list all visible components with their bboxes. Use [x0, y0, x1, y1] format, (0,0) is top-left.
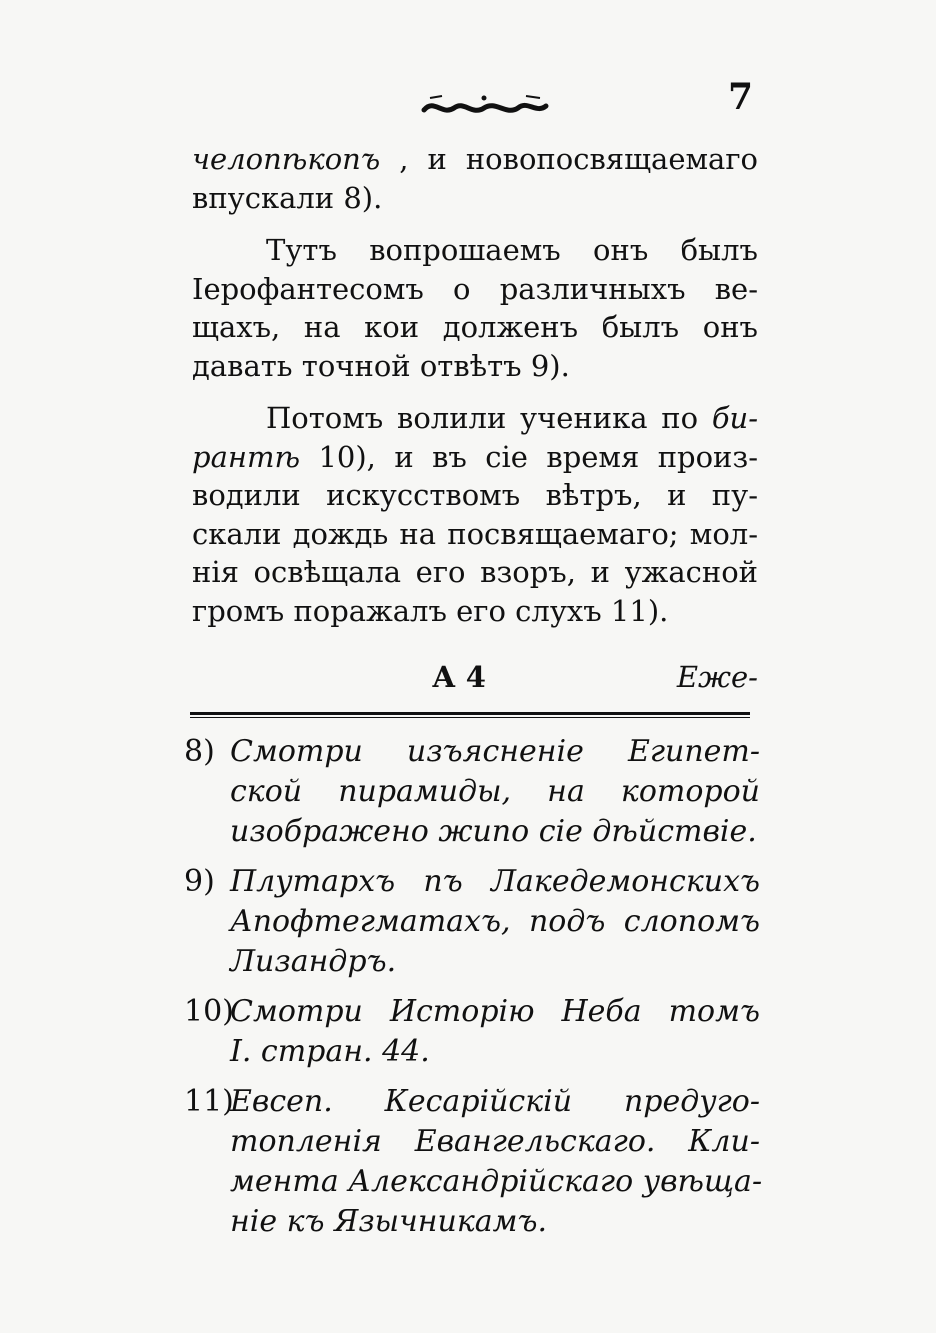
footnotes — [184, 732, 763, 1252]
footnote — [184, 1082, 763, 1242]
footnote-line: ніе къ Язычникамъ. — [230, 1204, 548, 1239]
text-line: челопѣкопъ , и новопосвящаемаго — [192, 142, 758, 176]
text-line: Іерофантесомъ о различныхъ ве- — [192, 271, 758, 306]
footnote-line: Лизандръ. — [230, 944, 397, 979]
text-line: впускали 8). — [192, 180, 383, 215]
footnote-line: Евсеп. Кесарійскій предуго- — [230, 1084, 760, 1119]
footnote-number: 10) — [184, 994, 234, 1029]
text-line: громъ поражалъ его слухъ 11). — [192, 593, 669, 628]
text-line: водили искусствомъ вѣтръ, и пу- — [192, 478, 758, 512]
footnote-rule-thin — [190, 717, 750, 718]
paragraph — [192, 399, 758, 630]
footnote — [184, 992, 760, 1072]
footnote-line: Смотри изъясненіе Египет- — [230, 734, 760, 769]
footnote-line: ской пирамиды, на которой — [230, 774, 760, 809]
text-line: рантѣ 10), и въ сіе время произ- — [192, 439, 758, 474]
text-line: скали дождь на посвящаемаго; мол- — [192, 516, 758, 551]
catchword: Еже- — [676, 660, 758, 694]
footnote-line: мента Александрійскаго увѣща- — [230, 1164, 763, 1199]
page-number: 7 — [728, 76, 754, 118]
text-line: нія освѣщала его взоръ, и ужасной — [192, 555, 758, 589]
paragraph — [192, 231, 758, 385]
footnote-line: Смотри Исторію Неба томъ — [230, 994, 760, 1029]
footnote-number: 8) — [184, 734, 215, 769]
footnote-number: 11) — [184, 1084, 234, 1119]
footnote — [184, 862, 760, 982]
text-line: давать точной отвѣтъ 9). — [192, 348, 570, 383]
footnote-rule — [190, 712, 750, 715]
text-line: Тутъ вопрошаемъ онъ былъ — [266, 233, 758, 267]
footnote-line: I. стран. 44. — [230, 1034, 430, 1069]
footnote-line: изображено жипо сіе дѣйствіе. — [230, 814, 757, 849]
footnote-line: топленія Евангельскаго. Кли- — [230, 1124, 760, 1159]
text-line: Потомъ волили ученика по би- — [266, 401, 758, 435]
main-text — [192, 140, 758, 644]
footnote-line: Плутархъ пъ Лакедемонскихъ — [230, 864, 760, 899]
paragraph — [192, 140, 758, 217]
footnote — [184, 732, 760, 852]
signature-row — [192, 660, 758, 700]
footnote-line: Апофтегматахъ, подъ слопомъ — [230, 904, 760, 939]
text-line: щахъ, на кои долженъ былъ онъ — [192, 310, 758, 344]
signature-mark: А 4 — [432, 660, 486, 694]
ornament-icon — [420, 86, 550, 126]
footnote-number: 9) — [184, 864, 215, 899]
